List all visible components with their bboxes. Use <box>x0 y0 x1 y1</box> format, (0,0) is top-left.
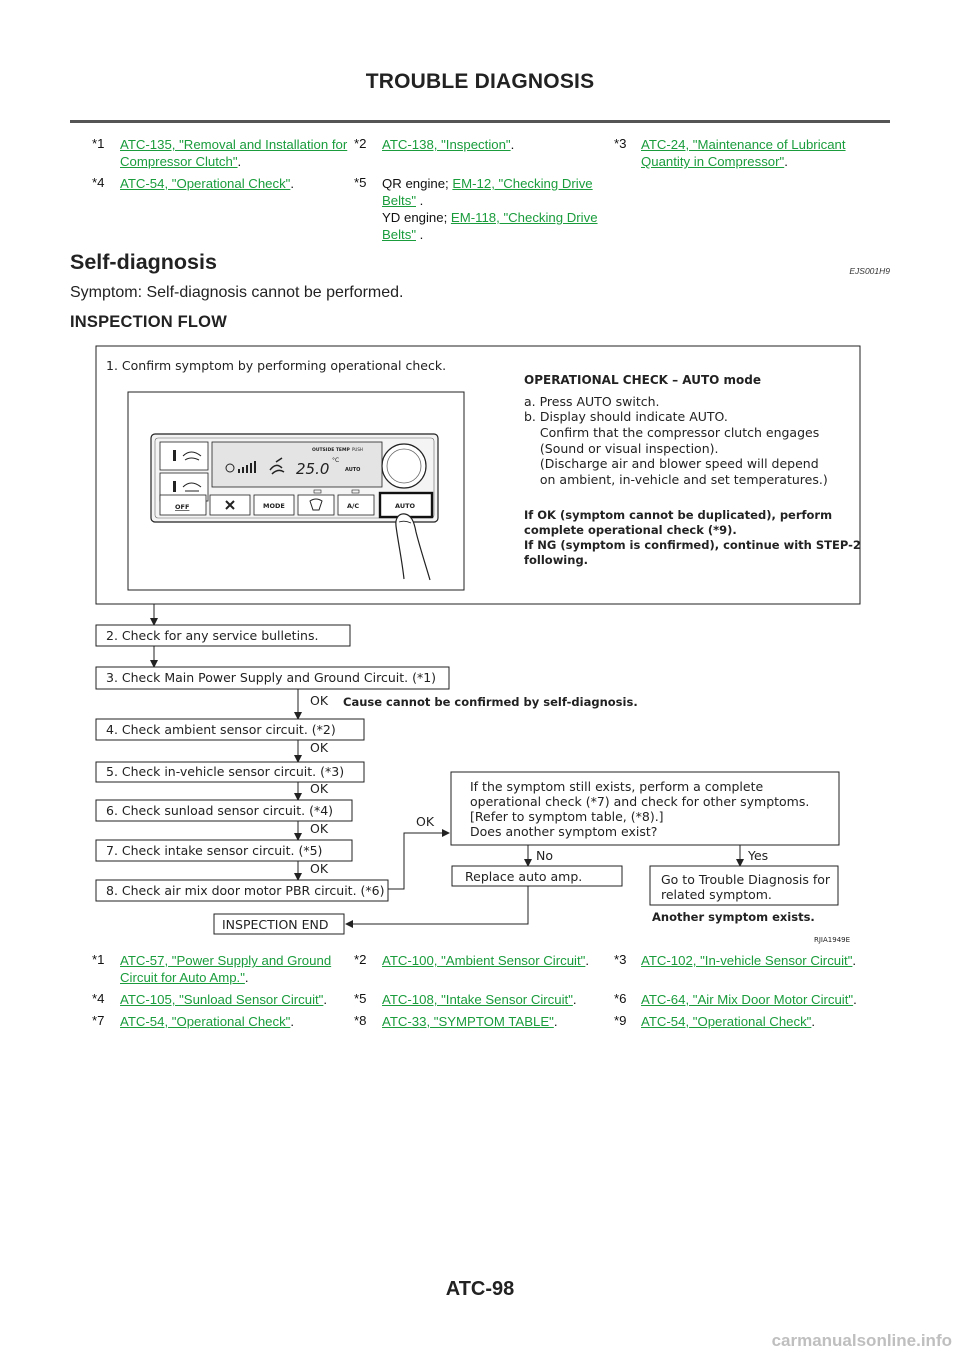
cause-note: Cause cannot be confirmed by self-diagnosis. <box>343 695 638 709</box>
mode-button-label: MODE <box>263 502 285 510</box>
ref-link[interactable]: ATC-54, "Operational Check" <box>120 176 291 191</box>
step2-label: 2. Check for any service bulletins. <box>106 628 319 643</box>
ok-label: OK <box>310 693 329 708</box>
ok-label: OK <box>416 814 435 829</box>
op-line: (Sound or visual inspection). <box>524 441 719 456</box>
ok-label: OK <box>310 740 329 755</box>
no-label: No <box>536 848 553 863</box>
ref-entry: ATC-135, "Removal and Installation for Compressor Clutch". <box>120 137 348 169</box>
ref-number: *5 <box>354 991 367 1006</box>
step3-label: 3. Check Main Power Supply and Ground Circuit. (*1) <box>106 670 437 685</box>
ref-entry: ATC-100, "Ambient Sensor Circuit". <box>382 953 590 968</box>
inspection-flow-title: INSPECTION FLOW <box>70 313 227 331</box>
step8-label: 8. Check air mix door motor PBR circuit. (*6) <box>106 883 385 898</box>
ref-entry: ATC-108, "Intake Sensor Circuit". <box>382 992 577 1007</box>
figure-id: RJIA1949E <box>814 936 851 944</box>
ref-entry: ATC-54, "Operational Check". <box>641 1014 816 1029</box>
op-check-title: OPERATIONAL CHECK – AUTO mode <box>524 373 762 387</box>
symptom-text: Symptom: Self-diagnosis cannot be performed. <box>70 284 404 301</box>
symptom-line: Does another symptom exist? <box>470 824 658 839</box>
step7-label: 7. Check intake sensor circuit. (*5) <box>106 843 323 858</box>
ref-entry: ATC-138, "Inspection". <box>382 137 515 152</box>
ref-link[interactable]: ATC-108, "Intake Sensor Circuit" <box>382 992 573 1007</box>
ref-number: *3 <box>614 952 627 967</box>
ref-link[interactable]: ATC-54, "Operational Check" <box>120 1014 291 1029</box>
symptom-line: [Refer to symptom table, (*8).] <box>470 809 664 824</box>
result-line: complete operational check (*9). <box>524 523 737 537</box>
section-code: EJS001H9 <box>849 266 890 276</box>
step4-label: 4. Check ambient sensor circuit. (*2) <box>106 722 336 737</box>
goto-line: Go to Trouble Diagnosis for <box>661 872 831 887</box>
op-line: on ambient, in-vehicle and set temperatures.) <box>524 472 828 487</box>
ref-link[interactable]: EM-118, "Checking Drive Belts" <box>382 210 598 242</box>
ref-number: *5 <box>354 175 367 190</box>
ref-link[interactable]: ATC-138, "Inspection" <box>382 137 511 152</box>
temperature-readout: 25.0 <box>296 460 330 478</box>
step5-label: 5. Check in-vehicle sensor circuit. (*3) <box>106 764 345 779</box>
finger-pressing-icon <box>396 514 430 580</box>
push-label: PUSH <box>352 447 363 452</box>
auto-indicator: AUTO <box>345 467 361 473</box>
op-line: Confirm that the compressor clutch engages <box>524 425 820 440</box>
ref-entry: ATC-64, "Air Mix Door Motor Circuit". <box>641 992 857 1007</box>
ref-link[interactable]: ATC-102, "In-vehicle Sensor Circuit" <box>641 953 853 968</box>
ref-link[interactable]: ATC-64, "Air Mix Door Motor Circuit" <box>641 992 854 1007</box>
step6-label: 6. Check sunload sensor circuit. (*4) <box>106 803 334 818</box>
ref-number: *4 <box>92 175 105 190</box>
ok-label: OK <box>310 781 329 796</box>
ref-number: *4 <box>92 991 105 1006</box>
step1-label: 1. Confirm symptom by performing operational check. <box>106 358 447 373</box>
ref-entry: ATC-33, "SYMPTOM TABLE". <box>382 1014 558 1029</box>
ref-number: *2 <box>354 952 367 967</box>
temperature-dial[interactable] <box>382 444 426 488</box>
section-title: Self-diagnosis <box>70 250 217 274</box>
ref-entry: QR engine; EM-12, "Checking Drive Belts" . <box>382 176 593 208</box>
result-line: following. <box>524 553 589 567</box>
ref-number: *8 <box>354 1013 367 1028</box>
page-title: TROUBLE DIAGNOSIS <box>365 70 595 93</box>
inspection-end-label: INSPECTION END <box>222 917 329 932</box>
control-panel <box>151 434 438 580</box>
ref-link[interactable]: ATC-100, "Ambient Sensor Circuit" <box>382 953 586 968</box>
replace-label: Replace auto amp. <box>465 869 583 884</box>
ref-link[interactable]: ATC-54, "Operational Check" <box>641 1014 812 1029</box>
ok-label: OK <box>310 821 329 836</box>
ref-number: *3 <box>614 136 627 151</box>
ref-entry: ATC-102, "In-vehicle Sensor Circuit". <box>641 953 857 968</box>
yes-label: Yes <box>748 848 769 863</box>
watermark: carmanualsonline.info <box>771 1331 952 1350</box>
ref-entry: ATC-24, "Maintenance of Lubricant Quantity in Compressor". <box>641 137 846 169</box>
temperature-unit: °C <box>332 457 340 464</box>
ref-number: *7 <box>92 1013 105 1028</box>
ac-button-label: A/C <box>347 502 360 510</box>
op-line: (Discharge air and blower speed will depend <box>524 456 819 471</box>
ref-link[interactable]: ATC-57, "Power Supply and Ground Circuit for Auto Amp." <box>120 953 332 985</box>
op-line: b. Display should indicate AUTO. <box>524 409 728 424</box>
page-code: ATC-98 <box>445 1278 515 1300</box>
ref-entry: ATC-54, "Operational Check". <box>120 1014 295 1029</box>
symptom-line: operational check (*7) and check for other symptoms. <box>470 794 810 809</box>
ok-label: OK <box>310 861 329 876</box>
ref-entry: YD engine; EM-118, "Checking Drive Belts" . <box>382 210 598 242</box>
result-line: If OK (symptom cannot be duplicated), perform <box>524 508 833 522</box>
ref-number: *1 <box>92 952 105 967</box>
ref-entry: ATC-54, "Operational Check". <box>120 176 295 191</box>
ref-number: *9 <box>614 1013 627 1028</box>
auto-button-label: AUTO <box>395 502 416 510</box>
symptom-line: If the symptom still exists, perform a complete <box>470 779 764 794</box>
ref-link[interactable]: ATC-33, "SYMPTOM TABLE" <box>382 1014 554 1029</box>
defrost-front-button[interactable] <box>298 495 334 515</box>
ref-entry: ATC-105, "Sunload Sensor Circuit". <box>120 992 328 1007</box>
goto-line: related symptom. <box>661 887 772 902</box>
another-symptom-note: Another symptom exists. <box>652 910 815 924</box>
ref-number: *1 <box>92 136 105 151</box>
ref-link[interactable]: EM-12, "Checking Drive Belts" <box>382 176 593 208</box>
off-button-label: OFF <box>175 503 190 511</box>
ref-number: *6 <box>614 991 627 1006</box>
ref-link[interactable]: ATC-135, "Removal and Installation for Compressor Clutch" <box>120 137 348 169</box>
op-line: a. Press AUTO switch. <box>524 394 660 409</box>
ref-link[interactable]: ATC-105, "Sunload Sensor Circuit" <box>120 992 324 1007</box>
ref-link[interactable]: ATC-24, "Maintenance of Lubricant Quantity in Compressor" <box>641 137 846 169</box>
result-line: If NG (symptom is confirmed), continue with STEP-2 <box>524 538 861 552</box>
outside-temp-label: OUTSIDE TEMP <box>312 448 350 453</box>
ref-entry: ATC-57, "Power Supply and Ground Circuit for Auto Amp.". <box>120 953 332 985</box>
ref-number: *2 <box>354 136 367 151</box>
